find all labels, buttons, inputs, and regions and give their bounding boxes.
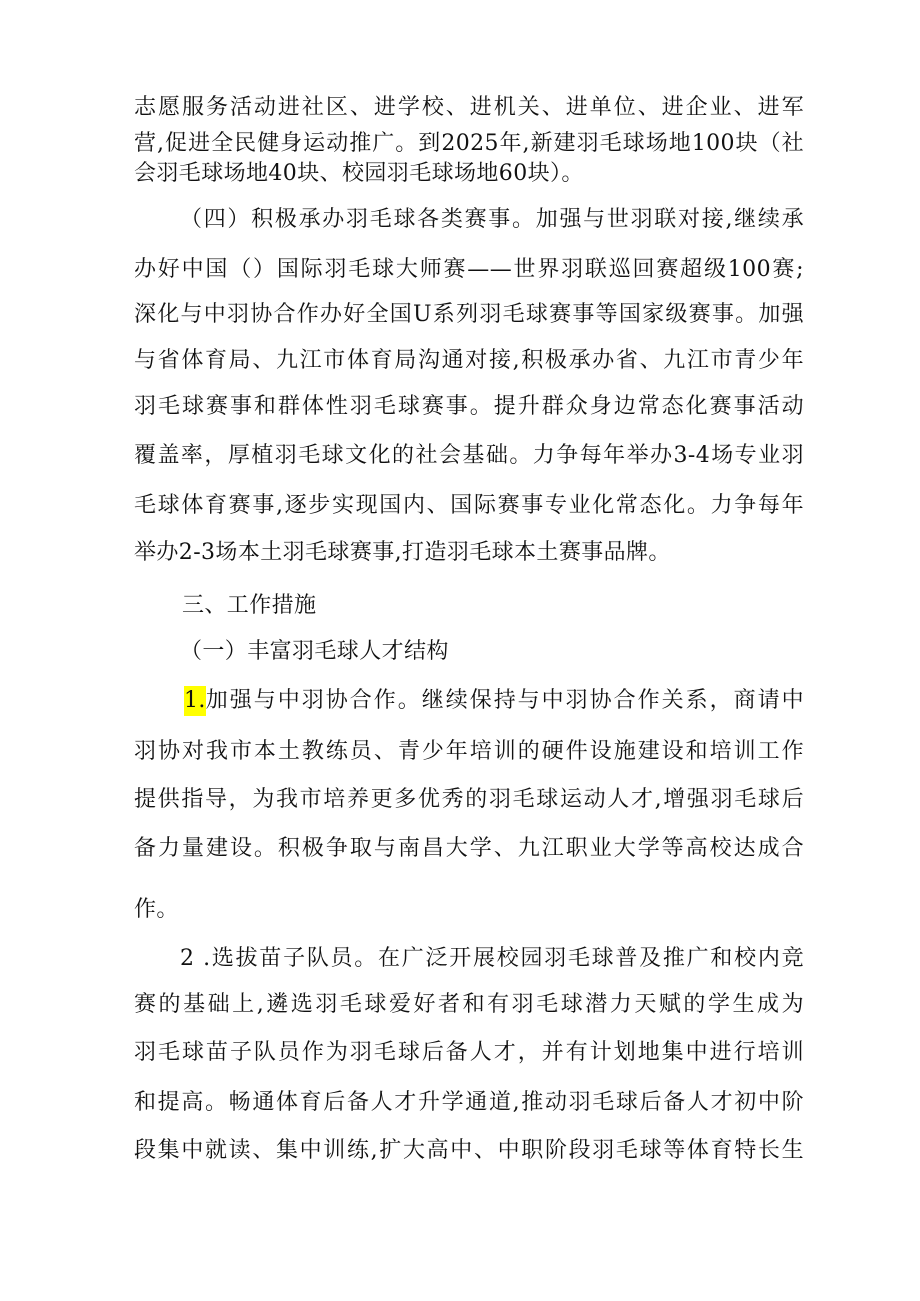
list-item-line <box>184 686 804 716</box>
section-heading-three: 三、工作措施 <box>182 593 317 618</box>
paragraph-line: 覆盖率，厚植羽毛球文化的社会基础。力争每年举办3-4场专业羽 <box>134 443 804 468</box>
paragraph-line: 营,促进全民健身运动推广。到2025年,新建羽毛球场地100块（社 <box>134 131 804 156</box>
section-heading-four: （四）积极承办羽毛球各类赛事。加强与世羽联对接,继续承 <box>180 207 804 232</box>
paragraph-line: 办好中国（）国际羽毛球大师赛——世界羽联巡回赛超级100赛; <box>134 257 804 282</box>
paragraph-line: 段集中就读、集中训练,扩大高中、中职阶段羽毛球等体育特长生 <box>134 1138 804 1163</box>
paragraph-line: 毛球体育赛事,逐步实现国内、国际赛事专业化常态化。力争每年 <box>134 493 804 518</box>
subsection-heading-one: （一）丰富羽毛球人才结构 <box>180 639 449 664</box>
highlighted-item-number: 1. <box>184 686 206 716</box>
paragraph-line: 举办2-3场本土羽毛球赛事,打造羽毛球本土赛事品牌。 <box>134 540 671 565</box>
paragraph-line: 和提高。畅通体育后备人才升学通道,推动羽毛球后备人才初中阶 <box>134 1090 804 1115</box>
paragraph-line: 羽协对我市本土教练员、青少年培训的硬件设施建设和培训工作 <box>134 739 804 764</box>
paragraph-line: 备力量建设。积极争取与南昌大学、九江职业大学等高校达成合 <box>134 836 804 861</box>
paragraph-line: 会羽毛球场地40块、校园羽毛球场地60块）。 <box>134 161 584 186</box>
paragraph-line: 作。 <box>134 897 179 922</box>
paragraph-line: 羽毛球赛事和群体性羽毛球赛事。提升群众身边常态化赛事活动 <box>134 394 804 419</box>
paragraph-line: 加强与中羽协合作。继续保持与中羽协合作关系，商请中 <box>205 688 804 713</box>
paragraph-line: 2 .选拔苗子队员。在广泛开展校园羽毛球普及推广和校内竞 <box>180 946 804 971</box>
paragraph-line: 羽毛球苗子队员作为羽毛球后备人才，并有计划地集中进行培训 <box>134 1040 804 1065</box>
paragraph-line: 志愿服务活动进社区、进学校、进机关、进单位、进企业、进军 <box>134 95 804 120</box>
paragraph-line: 与省体育局、九江市体育局沟通对接,积极承办省、九江市青少年 <box>134 348 804 373</box>
paragraph-line: 赛的基础上,遴选羽毛球爱好者和有羽毛球潜力天赋的学生成为 <box>134 992 804 1017</box>
paragraph-line: 深化与中羽协合作办好全国U系列羽毛球赛事等国家级赛事。加强 <box>134 302 804 327</box>
paragraph-line: 提供指导，为我市培养更多优秀的羽毛球运动人才,增强羽毛球后 <box>134 787 804 812</box>
